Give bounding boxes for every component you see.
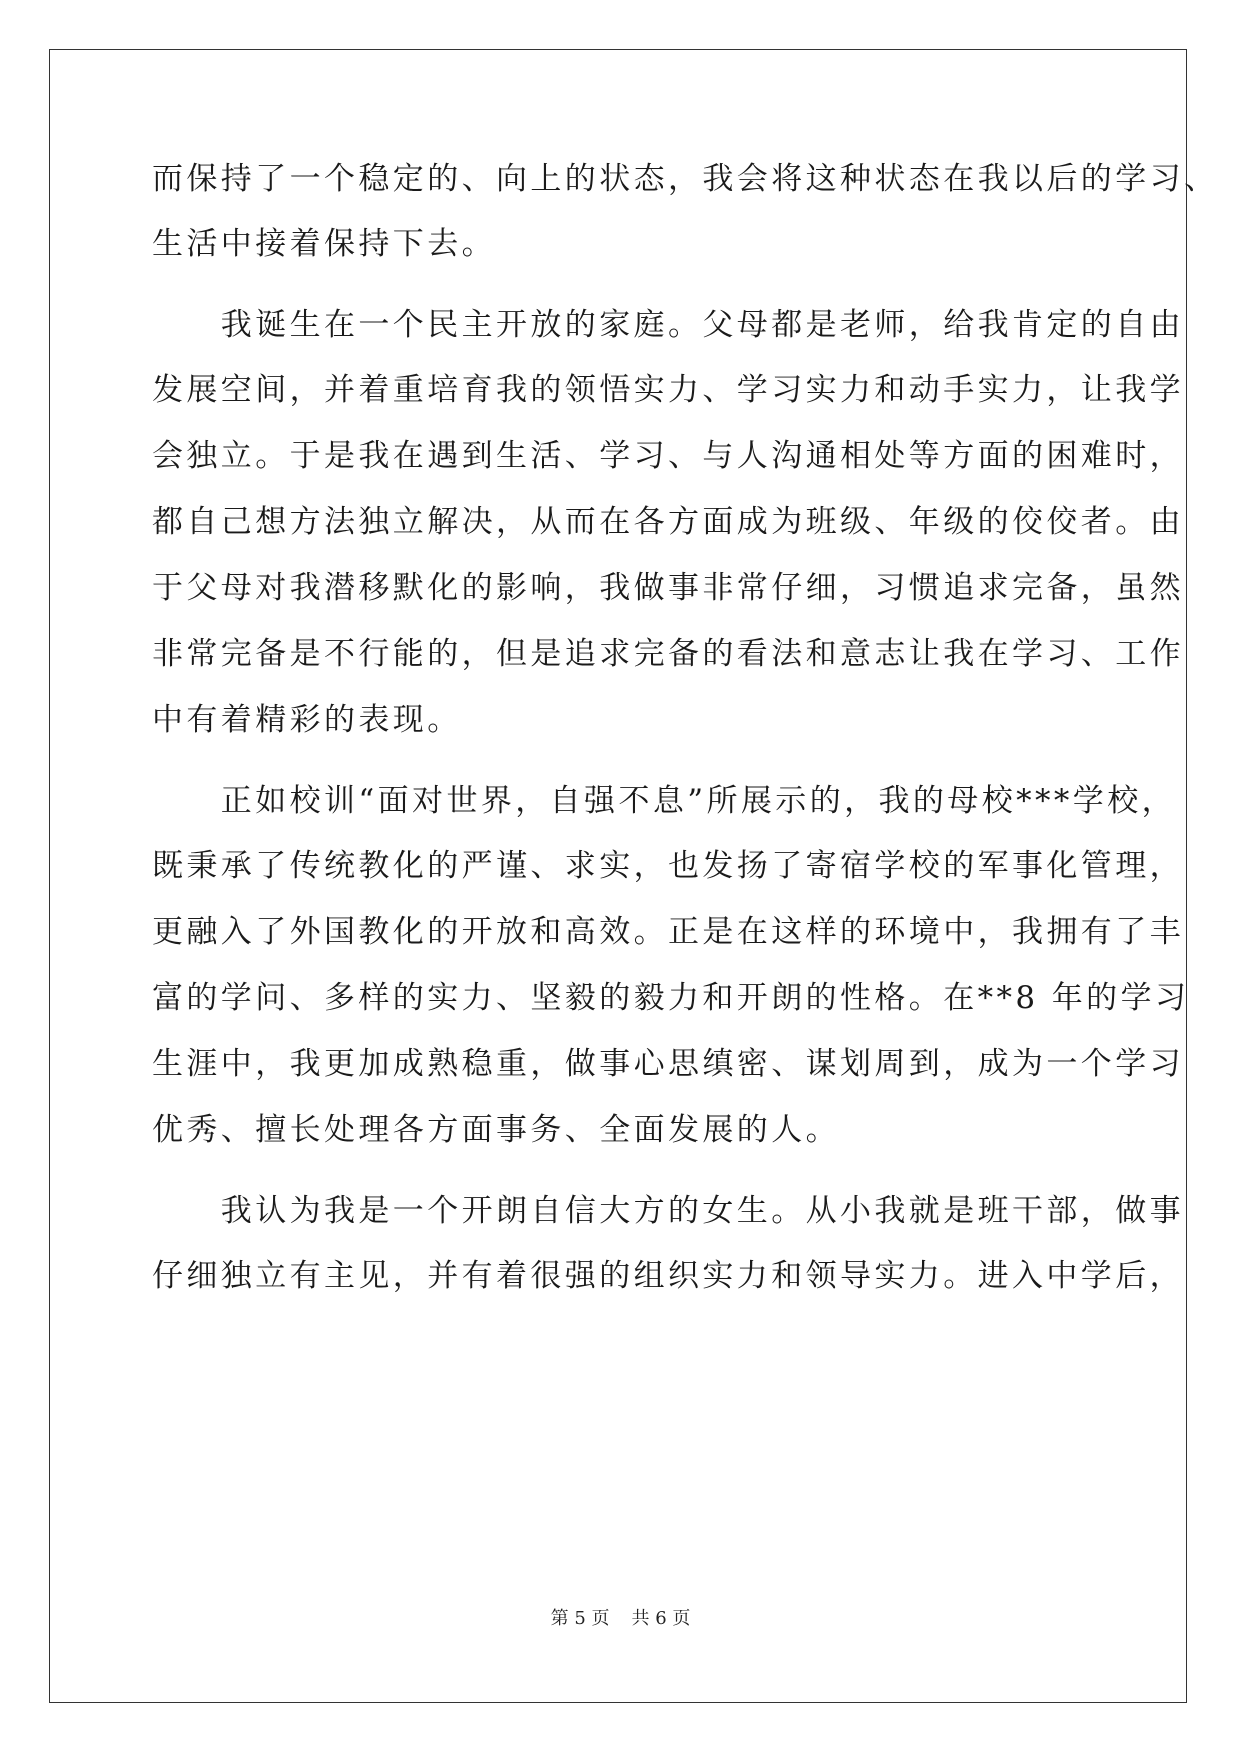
text-line: 而保持了一个稳定的、向上的状态，我会将这种状态在我以后的学习、 [152,161,1219,197]
text-line: 非常完备是不行能的，但是追求完备的看法和意志让我在学习、工作 [152,636,1184,672]
page-footer [0,1607,1241,1631]
text-line: 我认为我是一个开朗自信大方的女生。从小我就是班干部，做事 [152,1193,1184,1229]
text-line: 既秉承了传统教化的严谨、求实，也发扬了寄宿学校的军事化管理， [152,848,1184,884]
text-line: 都自己想方法独立解决，从而在各方面成为班级、年级的佼佼者。由 [152,504,1184,540]
current-page-label: 第 5 页 [550,1608,610,1629]
text-line: 更融入了外国教化的开放和高效。正是在这样的环境中，我拥有了丰 [152,914,1184,950]
text-line: 生涯中，我更加成熟稳重，做事心思缜密、谋划周到，成为一个学习 [152,1046,1184,1082]
text-line: 会独立。于是我在遇到生活、学习、与人沟通相处等方面的困难时， [152,438,1184,474]
text-line: 中有着精彩的表现。 [152,702,462,738]
text-line: 我诞生在一个民主开放的家庭。父母都是老师，给我肯定的自由 [152,307,1184,343]
text-line: 仔细独立有主见，并有着很强的组织实力和领导实力。进入中学后， [152,1258,1184,1294]
text-line: 富的学问、多样的实力、坚毅的毅力和开朗的性格。在**8 年的学习 [152,980,1190,1016]
text-line: 优秀、擅长处理各方面事务、全面发展的人。 [152,1112,840,1148]
total-pages-label: 共 6 页 [631,1608,691,1629]
text-line: 生活中接着保持下去。 [152,226,496,262]
text-line: 于父母对我潜移默化的影响，我做事非常仔细，习惯追求完备，虽然 [152,570,1184,606]
text-line: 发展空间，并着重培育我的领悟实力、学习实力和动手实力，让我学 [152,372,1184,408]
text-line: 正如校训“面对世界，自强不息”所展示的，我的母校***学校， [152,783,1176,819]
